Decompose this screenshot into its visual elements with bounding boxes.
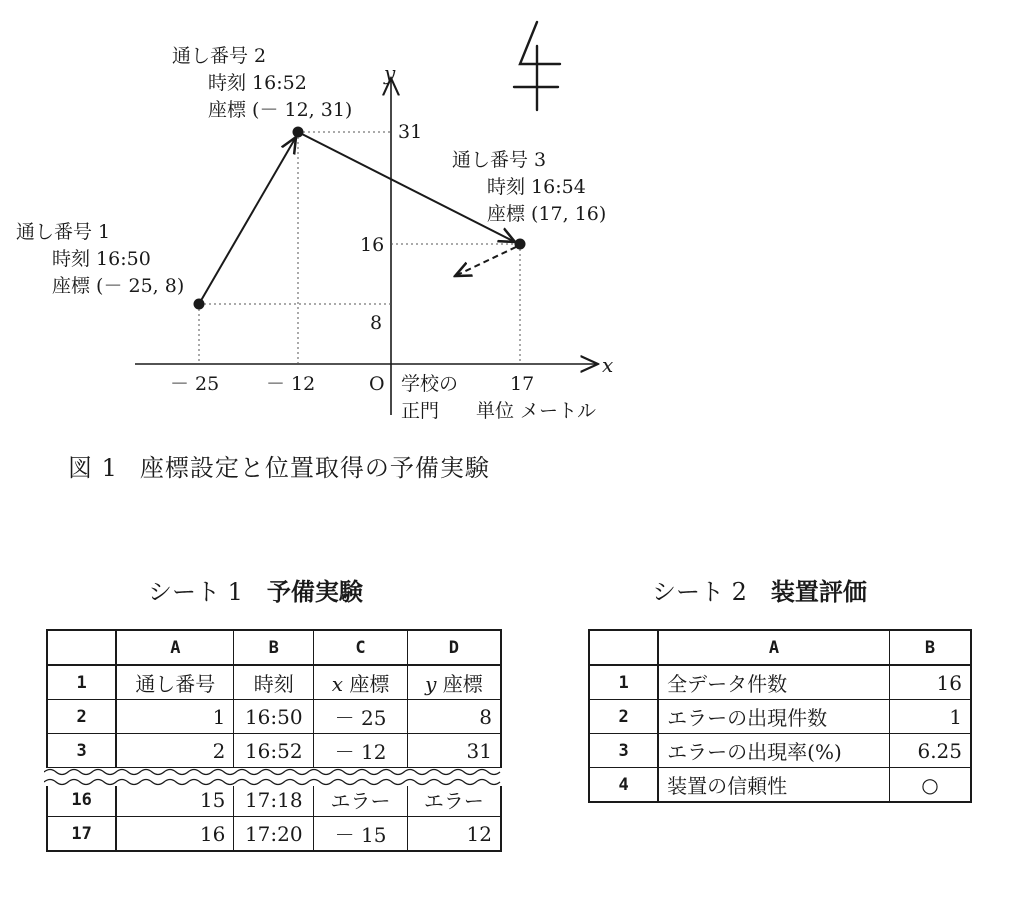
- y-tick-31: 31: [398, 121, 423, 143]
- path-arrow-1-2: [199, 137, 296, 304]
- sheet2-table: [588, 629, 972, 803]
- col-header: B: [889, 630, 971, 665]
- row-header: 2: [589, 700, 658, 734]
- cell: － 15: [314, 817, 408, 852]
- cell: 16:52: [234, 734, 314, 768]
- table-row: [47, 817, 501, 852]
- x-tick-neg12: － 12: [266, 373, 316, 395]
- variable-x: x: [331, 672, 343, 696]
- x-tick-17: 17: [510, 373, 535, 395]
- row-header: 3: [47, 734, 116, 768]
- cell: ○: [889, 768, 971, 803]
- cell: － 25: [314, 700, 408, 734]
- sheet2-heading: 装置評価: [770, 578, 867, 606]
- corner-cell: [589, 630, 658, 665]
- cell: 16: [889, 665, 971, 700]
- cell: 2: [116, 734, 234, 768]
- cell: 15: [116, 783, 234, 817]
- cell: 1: [116, 700, 234, 734]
- cell: 17:18: [234, 783, 314, 817]
- table-row: [47, 665, 501, 700]
- table-row: [589, 768, 971, 803]
- origin-label: O: [369, 373, 385, 395]
- point-1-serial: 通し番号 1: [16, 221, 111, 243]
- y-axis-label: y: [384, 61, 396, 85]
- coordinate-diagram: [0, 0, 1025, 440]
- cell: 6.25: [889, 734, 971, 768]
- sheet1-title: [148, 572, 363, 607]
- origin-note-1: 学校の: [401, 373, 459, 395]
- point-2: [293, 127, 304, 138]
- row-header: 1: [47, 665, 116, 700]
- col-header: D: [407, 630, 501, 665]
- figure-caption: [68, 448, 512, 483]
- row-header: 2: [47, 700, 116, 734]
- point-2-time: 時刻 16:52: [208, 72, 307, 94]
- table-row: [589, 700, 971, 734]
- figure-caption-number: 図 1: [68, 454, 118, 482]
- sheet1-table: [46, 629, 502, 852]
- x-axis-label: x: [602, 353, 614, 377]
- point-1: [194, 299, 205, 310]
- row-header: 17: [47, 817, 116, 852]
- sheet1-heading: 予備実験: [266, 578, 363, 606]
- col-header: B: [234, 630, 314, 665]
- handwritten-mark: [514, 22, 560, 110]
- x-tick-neg25: － 25: [170, 373, 220, 395]
- cell: エラーの出現件数: [658, 700, 889, 734]
- table-row: [47, 734, 501, 768]
- figure-caption-text: 座標設定と位置取得の予備実験: [139, 454, 490, 482]
- table-row: [589, 734, 971, 768]
- sheet2-title: [652, 572, 867, 607]
- direction-arrow-dashed: [455, 247, 516, 276]
- column-header-row: [589, 630, 971, 665]
- cell: [314, 665, 408, 700]
- point-3-coord: 座標 (17, 16): [487, 203, 607, 225]
- point-2-coord: 座標 (－ 12, 31): [208, 99, 353, 121]
- cell: 12: [407, 817, 501, 852]
- table-row: [589, 665, 971, 700]
- row-header: 3: [589, 734, 658, 768]
- point-1-coord: 座標 (－ 25, 8): [52, 275, 185, 297]
- row-header: 4: [589, 768, 658, 803]
- cell: エラーの出現率(%): [658, 734, 889, 768]
- cell: 17:20: [234, 817, 314, 852]
- cell: 1: [889, 700, 971, 734]
- table-row: [47, 700, 501, 734]
- cell: 通し番号: [116, 665, 234, 700]
- cell: 16:50: [234, 700, 314, 734]
- omission-wave: [44, 765, 506, 789]
- sheet1-name: シート 1: [148, 578, 243, 606]
- cell: 全データ件数: [658, 665, 889, 700]
- cell: 時刻: [234, 665, 314, 700]
- cell: エラー: [407, 783, 501, 817]
- point-1-time: 時刻 16:50: [52, 248, 151, 270]
- column-header-row: [47, 630, 501, 665]
- origin-note-2: 正門: [401, 400, 440, 422]
- y-tick-16: 16: [360, 234, 385, 256]
- col-header: A: [658, 630, 889, 665]
- corner-cell: [47, 630, 116, 665]
- cell: [407, 665, 501, 700]
- point-3-time: 時刻 16:54: [487, 176, 586, 198]
- col-header: A: [116, 630, 234, 665]
- row-header: 1: [589, 665, 658, 700]
- cell: 16: [116, 817, 234, 852]
- point-3-serial: 通し番号 3: [452, 149, 547, 171]
- cell: 31: [407, 734, 501, 768]
- cell: － 12: [314, 734, 408, 768]
- cell-text: 座標: [442, 672, 483, 696]
- col-header: C: [314, 630, 408, 665]
- cell: エラー: [314, 783, 408, 817]
- variable-y: y: [425, 672, 437, 696]
- point-3: [515, 239, 526, 250]
- unit-note: 単位 メートル: [476, 400, 597, 422]
- row-header: 16: [47, 783, 116, 817]
- sheet2-name: シート 2: [652, 578, 747, 606]
- cell: 8: [407, 700, 501, 734]
- cell: 装置の信頼性: [658, 768, 889, 803]
- point-2-serial: 通し番号 2: [172, 45, 267, 67]
- cell-text: 座標: [349, 672, 390, 696]
- y-tick-8: 8: [370, 312, 383, 334]
